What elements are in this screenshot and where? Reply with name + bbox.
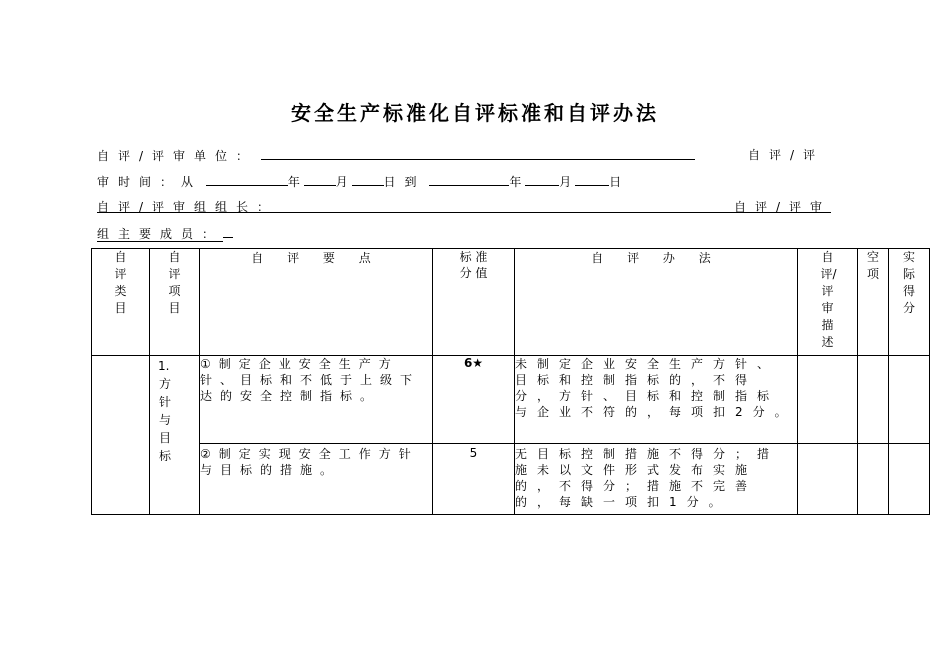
description-cell [798, 444, 858, 515]
line3-right-text: 自评/评审 [733, 200, 831, 214]
day-text: 日 [609, 175, 622, 189]
unit-label: 自评/评审单位： [97, 149, 258, 163]
point-cell: ①制定企业安全生产方针、目标和不低于上级下达的安全控制指标。 [200, 356, 433, 444]
header-score: 标 准 分 值 [433, 249, 515, 356]
table-row [92, 444, 930, 515]
form-line-time [97, 172, 621, 190]
end-day-blank [575, 172, 609, 186]
blank-cell [858, 444, 889, 515]
item-cell [150, 356, 200, 515]
form-line-unit [97, 146, 695, 164]
end-year-blank [429, 172, 509, 186]
table-header-row [92, 249, 930, 356]
actual-score-cell [889, 356, 930, 444]
evaluation-table [91, 248, 930, 515]
header-points: 自 评 要 点 [200, 249, 433, 356]
leader-label: 自评/评审组组长： [97, 200, 279, 214]
members-label: 组主要成员： [97, 227, 224, 241]
score-cell: 6★ [433, 356, 515, 444]
form-line-leader [97, 198, 831, 213]
item-name: 方针与目标 [158, 377, 171, 463]
to-text: 日到 [383, 175, 426, 189]
unit-blank [261, 146, 695, 160]
header-category: 自评类目 [92, 249, 150, 356]
end-month-blank [525, 172, 559, 186]
score-cell: 5 [433, 444, 515, 515]
start-day-blank [352, 172, 384, 186]
category-cell [92, 356, 150, 515]
start-month-blank [304, 172, 336, 186]
members-blank [223, 224, 233, 238]
point-cell: ②制定实现安全工作方针与目标的措施。 [200, 444, 433, 515]
method-cell: 未制定企业安全生产方针、目标和控制指标的，不得分，方针、目标和控制指标与企业不符的，每项扣2分。 [515, 356, 798, 444]
actual-score-cell [889, 444, 930, 515]
item-number: 1. [158, 359, 170, 373]
form-line-members [97, 224, 233, 242]
table-row [92, 356, 930, 444]
line1-right-text: 自评/评 [748, 148, 825, 162]
blank-cell [858, 356, 889, 444]
year-text: 年 [287, 175, 300, 189]
time-label: 审时间：从 [97, 175, 203, 189]
year-text-2: 年 [509, 175, 522, 189]
page-title: 安全生产标准化自评标准和自评办法 [291, 101, 659, 125]
description-cell [798, 356, 858, 444]
header-method: 自 评 办 法 [515, 249, 798, 356]
header-blank: 空项 [858, 249, 889, 356]
month-text: 月 [335, 175, 348, 189]
header-actual: 实际得分 [889, 249, 930, 356]
header-item: 自评项目 [150, 249, 200, 356]
method-cell: 无目标控制措施不得分；措施未以文件形式发布实施的，不得分；措施不完善的，每缺一项扣1分。 [515, 444, 798, 515]
header-description: 自评/评审描述 [798, 249, 858, 356]
start-year-blank [206, 172, 288, 186]
month-text-2: 月 [559, 175, 572, 189]
